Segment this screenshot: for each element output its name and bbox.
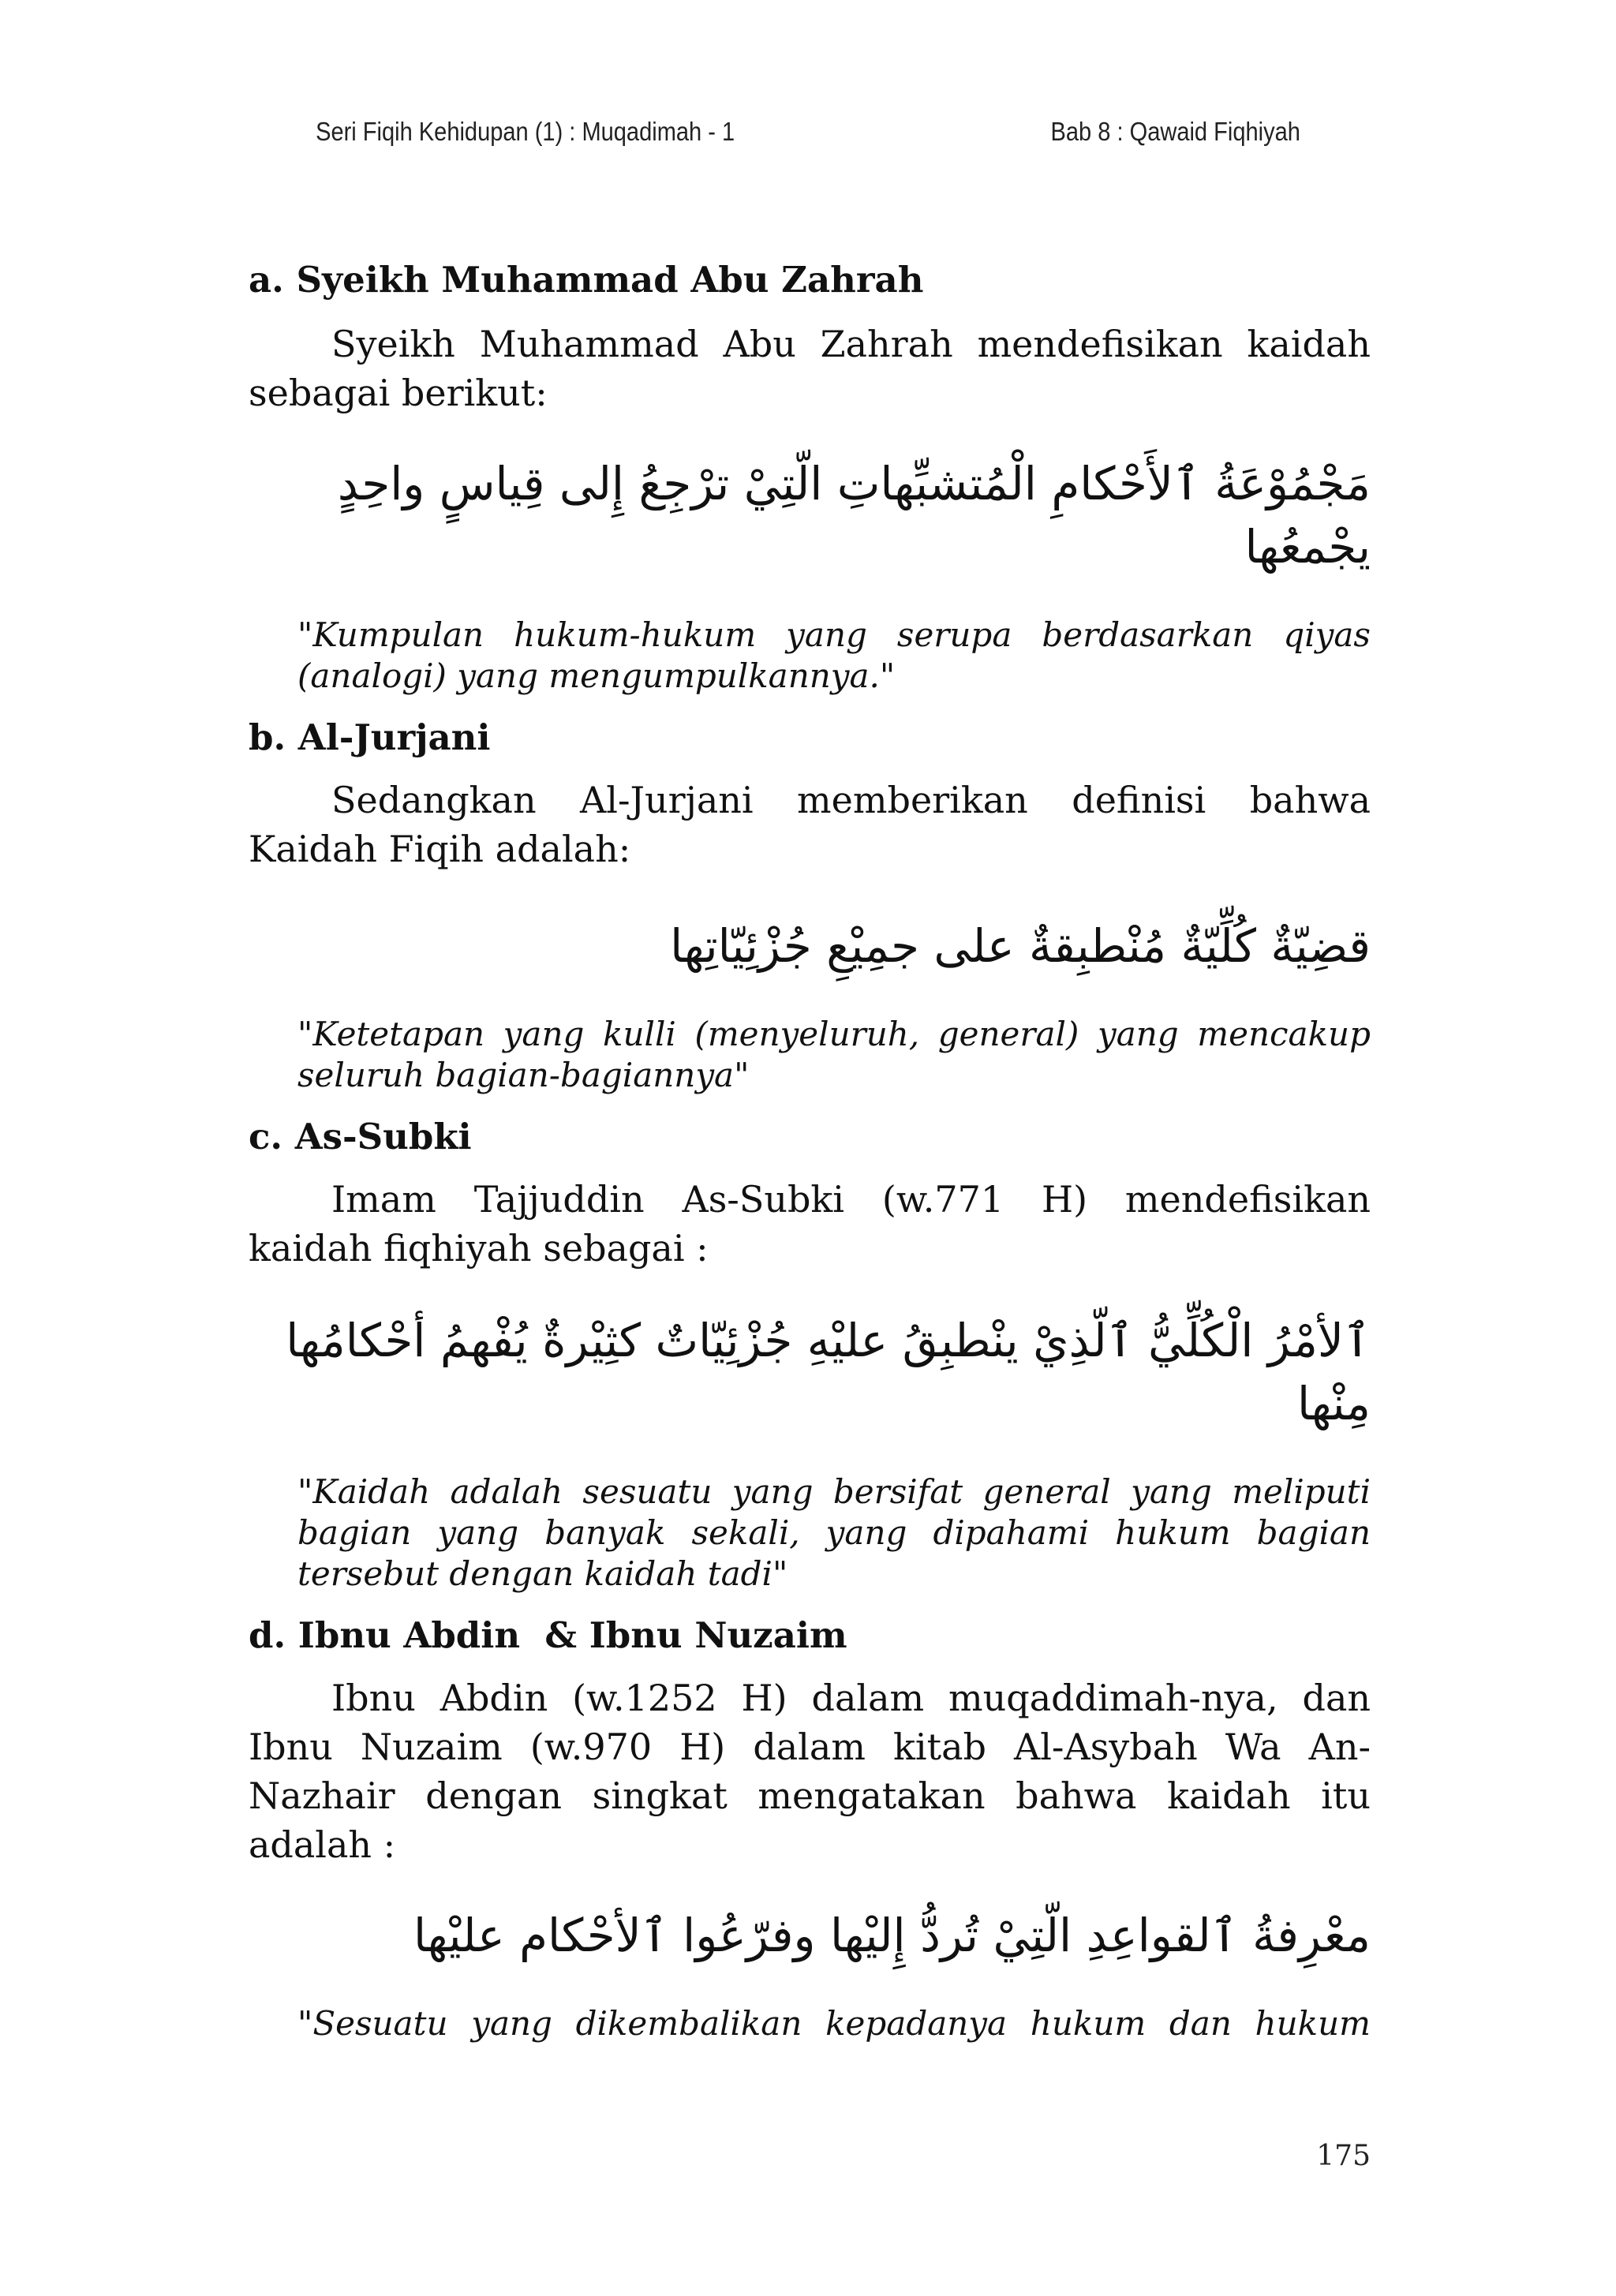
translation-quote-b: "Ketetapan yang kulli (menyeluruh, general) yang mencakup seluruh bagian-bagiannya" — [297, 1015, 1371, 1094]
section-heading-a: a. Syeikh Muhammad Abu Zahrah — [249, 259, 924, 301]
running-header — [316, 117, 1300, 147]
arabic-definition-a: مَجْمُوْعَةُ ٱلأَحْكامِ الْمُتشبِّهاتِ الّتِيْ ترْجِعُ إِلى قِياسٍ واحِدٍ يجْمعُها — [337, 457, 1371, 574]
section-paragraph-d: Ibnu Abdin (w.1252 H) dalam muqaddimah-nya, dan Ibnu Nuzaim (w.970 H) dalam kitab Al-Asybah Wa An-Nazhair dengan singkat mengatakan bahwa kaidah itu adalah : — [249, 1677, 1371, 1866]
header-book-title: Seri Fiqih Kehidupan (1) : Muqadimah - 1 — [316, 117, 735, 146]
arabic-definition-d: معْرِفةُ ٱلقواعِدِ الّتِيْ تُردُّ إِليْها وفرّعُوا ٱلأحْكام عليْها — [413, 1909, 1371, 1962]
arabic-definition-b: قضِيّةٌ كُلِّيّةٌ مُنْطبِقةٌ على جمِيْعِ جُزْئِيّاتِها — [670, 919, 1371, 973]
section-heading-b: b. Al-Jurjani — [249, 716, 491, 758]
section-paragraph-a: Syeikh Muhammad Abu Zahrah mendefisikan kaidah sebagai berikut: — [249, 323, 1371, 414]
section-paragraph-b: Sedangkan Al-Jurjani memberikan definisi bahwa Kaidah Fiqih adalah: — [249, 779, 1371, 870]
section-heading-c: c. As-Subki — [249, 1116, 472, 1157]
page-number: 175 — [1316, 2140, 1371, 2172]
header-chapter-title: Bab 8 : Qawaid Fiqhiyah — [1050, 117, 1300, 146]
section-paragraph-c: Imam Tajjuddin As-Subki (w.771 H) mendefisikan kaidah fiqhiyah sebagai : — [249, 1178, 1371, 1270]
section-heading-d: d. Ibnu Abdin & Ibnu Nuzaim — [249, 1614, 847, 1656]
translation-quote-c: "Kaidah adalah sesuatu yang bersifat general yang meliputi bagian yang banyak sekali, yang dipahami hukum bagian tersebut dengan kaidah tadi" — [297, 1472, 1371, 1593]
translation-quote-d: "Sesuatu yang dikembalikan kepadanya hukum dan hukum — [297, 2004, 1371, 2043]
page-content — [249, 256, 1371, 2044]
arabic-definition-c: ٱلأمْرُ الْكُلِّيُّ ٱلّذِيْ ينْطبِقُ عليْهِ جُزْئِيّاتٌ كثِيْرةٌ يُفْهمُ أحْكامُها مِنْها — [286, 1314, 1371, 1430]
translation-quote-a: "Kumpulan hukum-hukum yang serupa berdasarkan qiyas (analogi) yang mengumpulkannya." — [297, 615, 1371, 695]
